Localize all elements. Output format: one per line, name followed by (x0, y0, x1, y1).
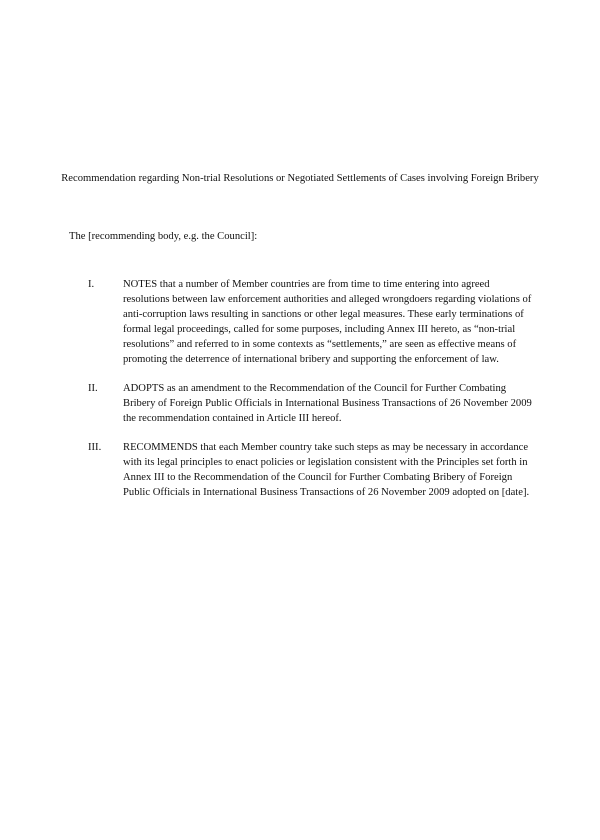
recommendation-items (0, 277, 600, 514)
item-number: III. (88, 442, 102, 453)
item-number: II. (88, 383, 98, 394)
item-text: NOTES that a number of Member countries are from time to time entering into agreed resolutions between law enforcement authorities and alleged wrongdoers regarding violations of anti-corruption laws resulting in sanctions or other legal measures. These early terminations of formal legal proceedings, called for some purposes, including Annex III hereto, as “non-trial resolutions” and referred to in some contexts as “settlements,” are seen as effective means of promoting the deterrence of international bribery and supporting the enforcement of law. (123, 279, 532, 365)
document-title: Recommendation regarding Non-trial Resolutions or Negotiated Settlements of Cases involving Foreign Bribery (61, 173, 539, 184)
item-text: RECOMMENDS that each Member country take such steps as may be necessary in accordance with its legal principles to enact policies or legislation consistent with the Principles set forth in Annex III to the Recommendation of the Council for Further Combating Bribery of Foreign Public Officials in International Business Transactions of 26 November 2009 adopted on [date]. (123, 442, 530, 498)
recommendation-item-adopts (0, 381, 600, 426)
item-number: I. (88, 279, 95, 290)
intro-line: The [recommending body, e.g. the Council]: (69, 231, 258, 242)
item-text: ADOPTS as an amendment to the Recommendation of the Council for Further Combating Bribery of Foreign Public Officials in International Business Transactions of 26 November 2009 the recommendation contained in Article III hereof. (123, 383, 532, 424)
recommendation-item-notes (0, 277, 600, 367)
recommendation-item-recommends (0, 440, 600, 500)
